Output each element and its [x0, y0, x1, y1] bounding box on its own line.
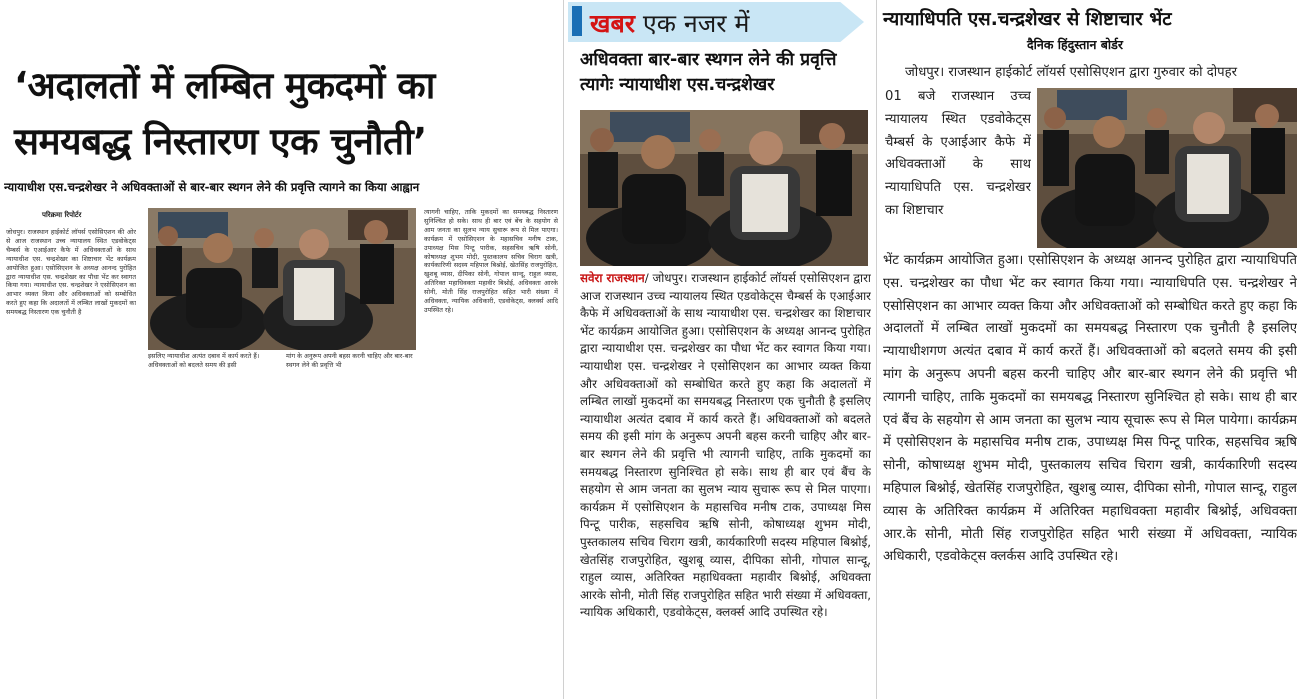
clip1-headline: ‘अदालतों में लम्बित मुकदमों का समयबद्ध निस्तारण एक चुनौती’ [14, 64, 435, 163]
clip1-byline: परिक्रमा रिपोर्टर [42, 211, 82, 219]
clip1-caption-right: मांग के अनुरूप अपनी बहस करनी चाहिए और बार-बार स्थगन लेने की प्रवृत्ति भी [286, 352, 413, 369]
clip3-intro-line: जोधपुर। राजस्थान हाईकोर्ट लॉयर्स एसोसिएशन द्वारा गुरुवार को दोपहर [905, 65, 1237, 80]
clip2-source: सवेरा राजस्थान [580, 271, 645, 285]
clip3-byline: दैनिक हिंदुस्तान बोर्डर [1027, 37, 1123, 52]
clip3-photo [1037, 88, 1297, 248]
clip1-column-left: जोधपुर। राजस्थान हाईकोर्ट लॉयर्स एसोसिएशन की ओर से आज राजस्थान उच्च न्यायालय स्थित एडवोकेट्स चैम्बर्स के एआईआर कैफे में अधिवक्ताओं के साथ न्यायाधीश एस. चन्द्रशेखर का शिष्टाचार भेंट कार्यक्रम आयोजित हुआ। एसोसिएशन के अध्यक्ष आनन्द पुरोहित द्वारा न्यायाधीश एस. चन्द्रशेखर का पौधा भेंट कर स्वागत किया गया। न्यायाधीश एस. चन्द्रशेखर ने एसोसिएशन का आभार व्यक्त किया और अधिवक्ताओं को सम्बोधित करते हुए कहा कि अदालतों में लम्बित लाखों मुकदमों का समयबद्ध निस्तारण एक चुनौती है [6, 228, 136, 317]
clip3-headline: न्यायाधिपति एस.चन्द्रशेखर से शिष्टाचार भेंट [883, 9, 1172, 30]
news-clipping-3 [876, 0, 1300, 699]
news-clipping-1 [0, 0, 563, 699]
news-clipping-2 [563, 0, 875, 699]
clip2-body-text: / जोधपुर। राजस्थान हाईकोर्ट लॉयर्स एसोसिएशन द्वारा आज राजस्थान उच्च न्यायालय स्थित एडवोकेट्स चैम्बर्स के एआईआर कैफे में अधिवक्ताओं के साथ न्यायाधीश एस. चन्द्रशेखर का शिष्टाचार भेंट कार्यक्रम आयोजित हुआ। एसोसिएशन के अध्यक्ष आनन्द पुरोहित द्वारा न्यायाधीश एस. चन्द्रशेखर का पौधा भेंट कर स्वागत किया गया। न्यायाधीश एस. चन्द्रशेखर ने एसोसिएशन का आभार व्यक्त किया और अधिवक्ताओं को सम्बोधित करते हुए कहा कि अदालतों में लम्बित लाखों मुकदमों का समयबद्ध निस्तारण एक चुनौती है इसलिए न्यायाधीश अत्यंत दबाव में कार्य करते हैं। अधिवक्ताओं को बदलते समय की इसी मांग के अनुरूप अपनी बहस करनी चाहिए और बार-बार स्थगन लेने की प्रवृत्ति भी त्यागनी चाहिए, ताकि मुकदमों का समयबद्ध निस्तारण सुनिश्चित हो सके। साथ ही बार एवं बैंच के सहयोग से आम जनता का सुलभ न्याय सुचारू रूप से मिल पाएगा। कार्यक्रम में एसोसिएशन के महासचिव मनीष टाक, उपाध्यक्ष मिस पिन्टू पारीक, सहसचिव ऋषि सोनी, कोषाध्यक्ष शुभम मोदी, पुस्तकालय सचिव चिराग खत्री, कार्यकारिणी सदस्य महिपाल बिश्नोई, खेतसिंह राजपुरोहित, खुशबू व्यास, दीपिका सोनी, गोपाल सान्दू, राहुल व्यास, अतिरिक्त महाधिवक्ता महावीर बिश्नोई, अधिवक्ता आरके सोनी, मोती सिंह राजपुरोहित सहित भारी संख्या में अधिवक्ता, न्यायिक अधिकारी, एडवोकेट्स, क्लर्क्स आदि उपस्थित रहे। [580, 271, 871, 620]
clip1-photo [148, 208, 416, 350]
clip2-section-label-red: खबर [590, 9, 635, 38]
clip3-wrap-column: 01 बजे राजस्थान उच्च न्यायालय स्थित एडवोकेट्स चैम्बर्स के एआईआर कैफे में अधिवक्ताओं के साथ न्यायाधिपति एस. चन्द्रशेखर का शिष्टाचार [885, 89, 1031, 218]
clip2-article-body [580, 270, 871, 648]
clip2-band-accent [572, 6, 582, 36]
clip2-section-label [590, 6, 749, 40]
clip1-subheadline: न्यायाधीश एस.चन्द्रशेखर ने अधिवक्ताओं से बार-बार स्थगन लेने की प्रवृत्ति त्यागने का किया आह्वान [4, 180, 420, 194]
clip3-article-body: भेंट कार्यक्रम आयोजित हुआ। एसोसिएशन के अध्यक्ष आनन्द पुरोहित द्वारा न्यायाधिपति एस. चन्द्रशेखर का पौधा भेंट कर स्वागत किया गया। न्यायाधिपति एस. चन्द्रशेखर ने एसोसिएशन का आभार व्यक्त किया और अधिवक्ताओं को सम्बोधित करते हुए कहा कि अदालतों में लम्बित लाखों मुकदमों का समयबद्ध निस्तारण एक चुनौती है इसलिए न्यायाधीशगण अत्यंत दबाव में कार्य करतें हैं। अधिवक्ताओं को बदलते समय की इसी मांग के अनुरूप अपनी बहस करनी चाहिए और बार-बार स्थगन लेने की प्रवृत्ति भी त्यागनी चाहिए, ताकि मुकदमों का समयबद्ध निस्तारण सुनिश्चित हो सके। साथ ही बार एवं बैंच के सहयोग से आम जनता का सुलभ न्याय सूचारू रूप से मिल पायेगा। कार्यक्रम में एसोसिएशन के महासचिव मनीष टाक, उपाध्यक्ष मिस पिन्टू पारिक, सहसचिव ऋषि सोनी, कोषाध्यक्ष शुभम मोदी, पुस्तकालय सचिव चिराग खत्री, कार्यकारिणी सदस्य महिपाल बिश्नोई, खेतसिंह राजपुरोहित, खुशबु व्यास, दीपिका सोनी, गोपाल सान्दू, राहुल व्यास के अतिरिक्त कार्यक्रम में अतिरिक्त महाधिवक्ता महावीर बिश्नोई, अधिवक्ता आर.के सोनी, मोती सिंह राजपुरोहित सहित भारी संख्या में अधिवक्ता, न्यायिक अधिकारी, एडवोकेट्स क्लर्कस आदि उपस्थित रहे। [883, 253, 1297, 565]
clip2-photo [580, 110, 868, 266]
clip2-headline: अधिवक्ता बार-बार स्थगन लेने की प्रवृत्ति त्यागेः न्यायाधीश एस.चन्द्रशेखर [580, 50, 837, 95]
clip2-section-label-rest: एक नजर में [634, 9, 750, 38]
clip1-caption-left: इसलिए न्यायाधीश अत्यंत दबाव में कार्य करते हैं। अधिवक्ताओं को बदलते समय की इसी [148, 352, 260, 369]
clip1-column-right: त्यागनी चाहिए, ताकि मुकदमों का समयबद्ध निस्तारण सुनिश्चित हो सके। साथ ही बार एवं बेंच के सहयोग से आम जनता का सुलभ न्याय सुचारू रूप से मिल पाएगा। कार्यक्रम में एसोसिएशन के महासचिव मनीष टाक, उपाध्यक्ष मिस पिन्टू पारीक, सहसचिव ऋषि सोनी, कोषाध्यक्ष शुभम मोदी, पुस्तकालय सचिव चिराग खत्री, कार्यकारिणी सदस्य महिपाल बिश्नोई, खेतसिंह राजपुरोहित, खुशबू व्यास, दीपिका सोनी, गोपाल सान्दू, राहुल व्यास, अतिरिक्त महाधिवक्ता महावीर बिश्नोई, अधिवक्ता आरके सोनी, मोती सिंह राजपुरोहित सहित भारी संख्या में अधिवक्ता, न्यायिक अधिकारी, एडवोकेट्स, क्लर्क्स आदि उपस्थित रहे। [424, 208, 558, 314]
